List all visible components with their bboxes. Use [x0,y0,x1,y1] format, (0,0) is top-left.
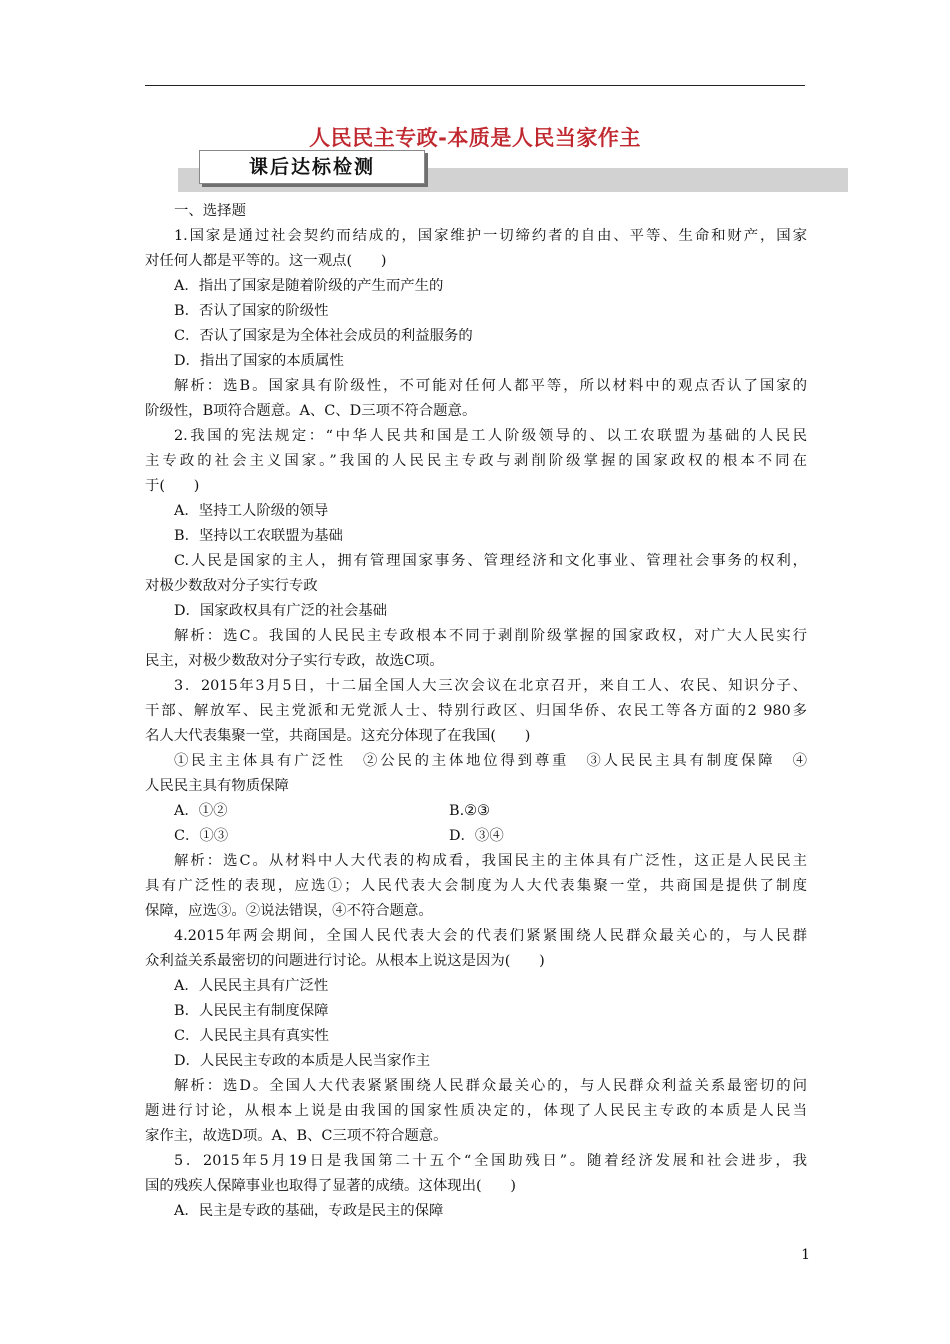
q2-option-b: B．坚持以工农联盟为基础 [174,528,343,544]
q3-analysis: 保障，应选③。②说法错误，④不符合题意。 [145,903,433,919]
q4-analysis: 解析：选D。全国人大代表紧紧围绕人民群众最关心的，与人民群众利益关系最密切的问 [174,1078,807,1094]
page-title: 人民民主专政-本质是人民当家作主 [309,126,641,150]
q1-option-d: D．指出了国家的本质属性 [174,353,344,369]
q4-stem: 众利益关系最密切的问题进行讨论。从根本上说这是因为( ) [145,953,545,969]
q3-statements: ①民主主体具有广泛性 ②公民的主体地位得到尊重 ③人民民主具有制度保障 ④ [174,753,807,769]
q2-analysis: 民主，对极少数敌对分子实行专政，故选C项。 [145,653,444,669]
q2-option-a: A．坚持工人阶级的领导 [174,503,329,519]
q2-option-d: D．国家政权具有广泛的社会基础 [174,603,388,619]
q2-stem: 于( ) [145,478,200,494]
q4-option-c: C．人民民主具有真实性 [174,1028,329,1044]
q1-analysis: 解析：选B。国家具有阶级性，不可能对任何人都平等，所以材料中的观点否认了国家的 [174,378,807,394]
q4-analysis: 题进行讨论，从根本上说是由我国的国家性质决定的，体现了人民民主专政的本质是人民当 [145,1103,807,1119]
q1-stem: 1.国家是通过社会契约而结成的，国家维护一切缔约者的自由、平等、生命和财产，国家 [174,228,807,244]
q5-stem: 国的残疾人保障事业也取得了显著的成绩。这体现出( ) [145,1178,516,1194]
q3-option-d: D．③④ [449,828,504,844]
header-rule [145,85,805,86]
q1-stem: 对任何人都是平等的。这一观点( ) [145,253,387,269]
q3-options-row [145,824,807,849]
document-body [145,199,807,1224]
q2-stem: 主专政的社会主义国家。”我国的人民民主专政与剥削阶级掌握的国家政权的根本不同在 [145,453,807,469]
q3-stem: 3．2015年3月5日，十二届全国人大三次会议在北京召开，来自工人、农民、知识分子、 [174,678,807,694]
q2-option-c: 对极少数敌对分子实行专政 [145,578,318,594]
q3-analysis: 具有广泛性的表现，应选①；人民代表大会制度为人大代表集聚一堂，共商国是提供了制度 [145,878,807,894]
q4-option-b: B．人民民主有制度保障 [174,1003,329,1019]
q5-stem: 5．2015年5月19日是我国第二十五个“全国助残日”。随着经济发展和社会进步，我 [174,1153,807,1169]
q4-option-a: A．人民民主具有广泛性 [174,978,329,994]
q3-option-c: C．①③ [174,828,229,844]
q3-statements: 人民民主具有物质保障 [145,778,289,794]
section-heading: 一、选择题 [174,203,246,219]
q2-analysis: 解析：选C。我国的人民民主专政根本不同于剥削阶级掌握的国家政权，对广大人民实行 [174,628,807,644]
page-number: 1 [801,1247,810,1263]
q1-option-c: C．否认了国家是为全体社会成员的利益服务的 [174,328,473,344]
q2-option-c: C.人民是国家的主人，拥有管理国家事务、管理经济和文化事业、管理社会事务的权利， [174,553,807,569]
q2-stem: 2.我国的宪法规定：“中华人民共和国是工人阶级领导的、以工农联盟为基础的人民民 [174,428,807,444]
section-badge: 课后达标检测 [199,150,425,184]
q5-option-a: A．民主是专政的基础，专政是民主的保障 [174,1203,444,1219]
q4-stem: 4.2015年两会期间，全国人民代表大会的代表们紧紧围绕人民群众最关心的，与人民群 [174,928,807,944]
q3-options-row [145,799,807,824]
q1-analysis: 阶级性，B项符合题意。A、C、D三项不符合题意。 [145,403,477,419]
q4-analysis: 家作主，故选D项。A、B、C三项不符合题意。 [145,1128,448,1144]
q4-option-d: D．人民民主专政的本质是人民当家作主 [174,1053,431,1069]
q1-option-a: A．指出了国家是随着阶级的产生而产生的 [174,278,444,294]
q3-stem: 干部、解放军、民主党派和无党派人士、特别行政区、归国华侨、农民工等各方面的2 980多 [145,703,807,719]
q3-option-a: A．①② [174,803,228,819]
q3-stem: 名人大代表集聚一堂，共商国是。这充分体现了在我国( ) [145,728,531,744]
q1-option-b: B．否认了国家的阶级性 [174,303,329,319]
q3-analysis: 解析：选C。从材料中人大代表的构成看，我国民主的主体具有广泛性，这正是人民民主 [174,853,807,869]
q3-option-b: B.②③ [449,803,490,819]
